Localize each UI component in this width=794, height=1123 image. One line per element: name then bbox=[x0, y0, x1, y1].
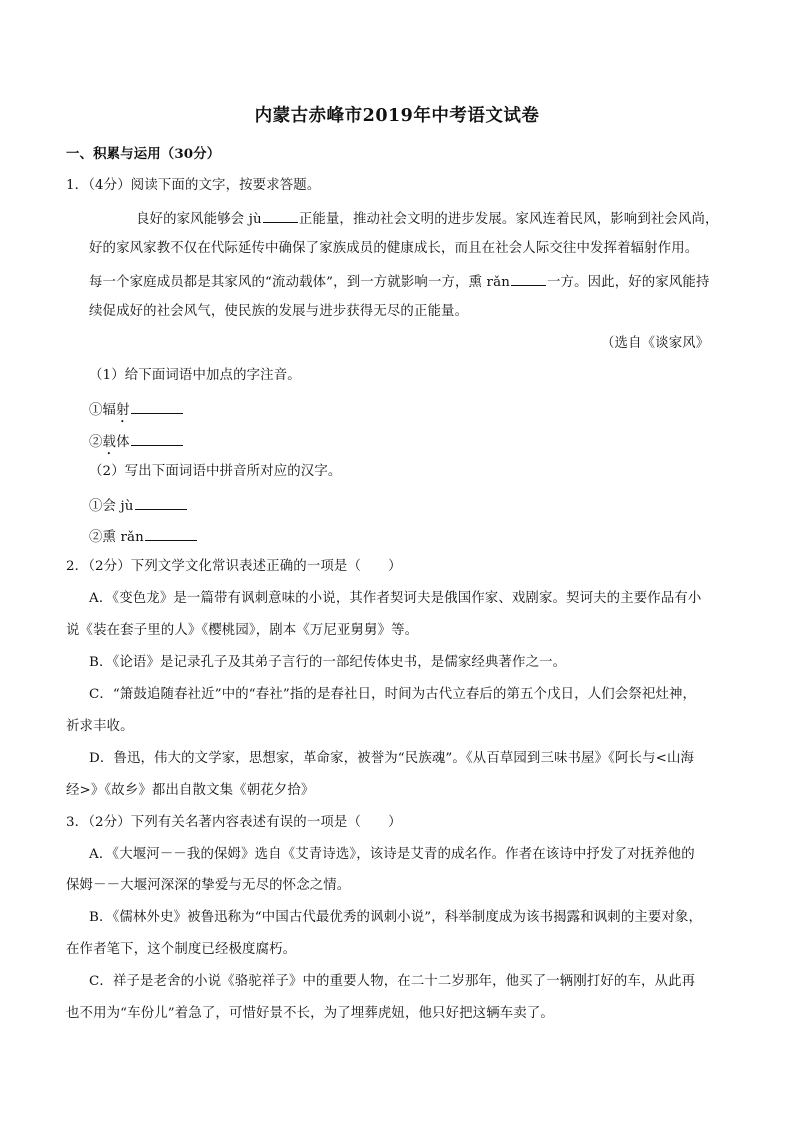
q1-answer-blank[interactable] bbox=[263, 208, 298, 223]
answer-blank[interactable] bbox=[135, 495, 187, 510]
question-1-heading: 1．（4分）阅读下面的文字，按要求答题。 bbox=[66, 178, 321, 193]
q1-item-b1 bbox=[89, 495, 188, 516]
item-number: ① bbox=[89, 403, 103, 418]
q2-option-b: B．《论语》是记录孔子及其弟子言行的一部纪传体史书，是儒家经典著作之一。 bbox=[89, 655, 567, 670]
q1-passage-line-3 bbox=[89, 271, 710, 292]
q3-option-c-line-1: C．祥子是老舍的小说《骆驼祥子》中的重要人物，在二十二岁那年，他买了一辆刚打好的车，从此再 bbox=[89, 974, 696, 989]
dotted-char: 载 bbox=[102, 435, 117, 450]
q1-sub-question-1: （1）给下面词语中加点的字注音。 bbox=[89, 368, 301, 383]
q1-passage-line-2: 好的家风家教不仅在代际延传中确保了家族成员的健康成长，而且在社会人际交往中发挥着辐射作用。 bbox=[89, 241, 699, 256]
q2-option-c-line-1: C．“箫鼓追随春社近”中的“春社”指的是春社日，时间为古代立春后的第五个戊日，人们会祭祀灶神， bbox=[89, 687, 697, 702]
q3-option-c-line-2: 也不用为“车份儿”着急了，可惜好景不长，为了埋葬虎妞，他只好把这辆车卖了。 bbox=[66, 1006, 554, 1021]
section-heading: 一、积累与运用（30分） bbox=[66, 146, 221, 162]
q1-sub-question-2: （2）写出下面词语中拼音所对应的汉字。 bbox=[89, 464, 342, 479]
q2-option-c-line-2: 祈求丰收。 bbox=[66, 719, 134, 734]
q3-option-a-line-2: 保姆－－大堰河深深的挚爱与无尽的怀念之情。 bbox=[66, 878, 351, 893]
q1-item-a2 bbox=[89, 431, 184, 458]
answer-blank[interactable] bbox=[131, 431, 183, 446]
q1-passage-1b: 正能量，推动社会文明的进步发展。家风连着民风，影响到社会风尚， bbox=[298, 212, 719, 227]
question-2-heading: 2．（2分）下列文学文化常识表述正确的一项是（ ） bbox=[66, 559, 402, 574]
answer-blank[interactable] bbox=[145, 526, 197, 541]
item-number: ② bbox=[89, 435, 103, 450]
question-3-heading: 3．（2分）下列有关名著内容表述有误的一项是（ ） bbox=[66, 815, 402, 830]
q1-passage-1a: 良好的家风能够会 jù bbox=[136, 212, 262, 227]
q1-source: （选自《谈家风》 bbox=[601, 336, 710, 351]
q2-option-d-line-2: 经>》《故乡》都出自散文集《朝花夕拾》 bbox=[66, 783, 315, 798]
q1-passage-3b: 一方。因此，好的家风能持 bbox=[547, 275, 710, 290]
q2-option-d-line-1: D．鲁迅，伟大的文学家，思想家，革命家，被誉为“民族魂”。《从百草园到三味书屋》《阿长与<山海 bbox=[89, 751, 695, 766]
q1-passage-line-4: 续促成好的社会风气，使民族的发展与进步获得无尽的正能量。 bbox=[89, 304, 469, 319]
page-title: 内蒙古赤峰市2019年中考语文试卷 bbox=[254, 106, 540, 126]
q2-option-a-line-2: 说《装在套子里的人》《樱桃园》，剧本《万尼亚舅舅》等。 bbox=[66, 623, 419, 638]
dotted-char: 射 bbox=[116, 403, 130, 418]
q3-option-a-line-1: A．《大堰河－－我的保姆》选自《艾青诗选》，该诗是艾青的成名作。作者在该诗中抒发了对抚养他的 bbox=[89, 847, 695, 862]
q1-item-a1 bbox=[89, 399, 184, 426]
q2-option-a-line-1: A．《变色龙》是一篇带有讽刺意味的小说，其作者契诃夫是俄国作家、戏剧家。契诃夫的主要作品有小 bbox=[89, 591, 702, 606]
answer-blank[interactable] bbox=[131, 399, 183, 414]
q3-option-b-line-1: B．《儒林外史》被鲁迅称为“中国古代最优秀的讽刺小说”，科举制度成为该书揭露和讽刺的主要对象， bbox=[89, 910, 703, 925]
item-word: 体 bbox=[116, 435, 130, 450]
q1-answer-blank[interactable] bbox=[511, 271, 546, 286]
q1-passage-line-1 bbox=[136, 208, 719, 229]
q1-passage-3a: 每一个家庭成员都是其家风的“流动载体”，到一方就影响一方，熏 rǎn bbox=[89, 275, 510, 290]
q1-item-b2 bbox=[89, 526, 198, 547]
item-text: ②熏 rǎn bbox=[89, 530, 144, 545]
item-word: 辐 bbox=[102, 403, 117, 418]
q3-option-b-line-2: 在作者笔下，这个制度已经极度腐朽。 bbox=[66, 942, 297, 957]
item-text: ①会 jù bbox=[89, 499, 134, 514]
